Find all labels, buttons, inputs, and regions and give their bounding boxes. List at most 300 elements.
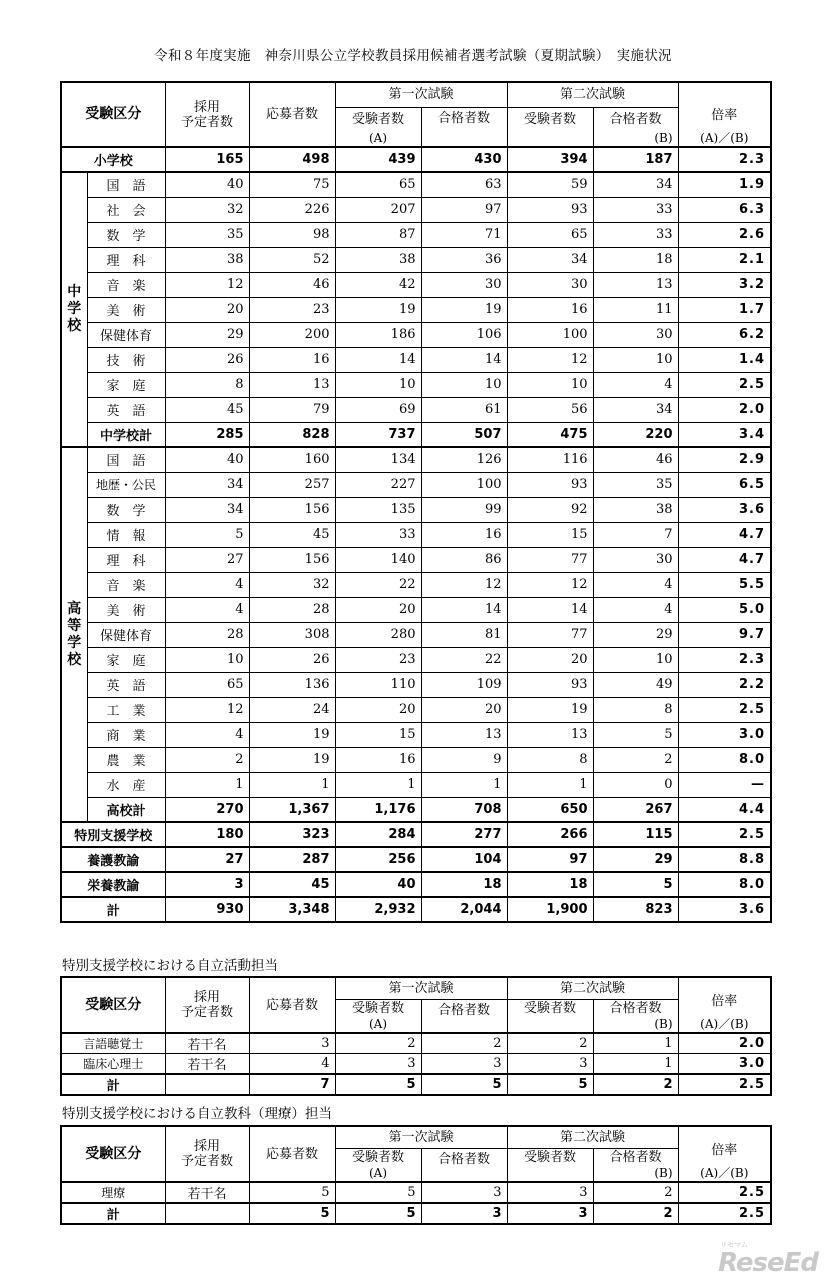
value-cell: 135 xyxy=(335,497,421,522)
value-cell: 29 xyxy=(593,847,678,872)
header-first-passed: 合格者数 xyxy=(421,999,507,1033)
value-cell: 828 xyxy=(249,422,335,447)
value-cell: 207 xyxy=(335,197,421,222)
header-ratio xyxy=(678,977,771,1033)
value-cell: 36 xyxy=(421,247,507,272)
value-cell: 227 xyxy=(335,472,421,497)
independent-activity-table xyxy=(60,976,772,1096)
value-cell: 2 xyxy=(593,1203,678,1224)
ratio-cell: 6.2 xyxy=(678,322,771,347)
value-cell: 77 xyxy=(507,622,593,647)
value-cell: 1 xyxy=(249,772,335,797)
row-label: 計 xyxy=(61,1203,165,1224)
mark-a: (A) xyxy=(335,1017,421,1033)
value-cell: 3 xyxy=(507,1203,593,1224)
value-cell: 930 xyxy=(165,897,249,922)
value-cell: 18 xyxy=(593,247,678,272)
table-row xyxy=(61,722,771,747)
table3-title: 特別支援学校における自立教科（理療）担当 xyxy=(62,1106,332,1122)
table-row xyxy=(61,472,771,497)
header-row xyxy=(61,82,771,107)
ratio-cell: 4.7 xyxy=(678,522,771,547)
value-cell: 116 xyxy=(507,447,593,472)
value-cell: 22 xyxy=(421,647,507,672)
value-cell: 1 xyxy=(593,1054,678,1075)
value-cell: 126 xyxy=(421,447,507,472)
value-cell: 2 xyxy=(507,1033,593,1054)
value-cell: 280 xyxy=(335,622,421,647)
value-cell: 33 xyxy=(335,522,421,547)
value-cell: 34 xyxy=(507,247,593,272)
ratio-cell: 8.0 xyxy=(678,872,771,897)
value-cell: 16 xyxy=(335,747,421,772)
value-cell: 0 xyxy=(593,772,678,797)
table-row xyxy=(61,747,771,772)
header-ratio-formula: (A)／(B) xyxy=(700,1017,749,1031)
value-cell: 2 xyxy=(335,1033,421,1054)
value-cell: 38 xyxy=(165,247,249,272)
value-cell: 256 xyxy=(335,847,421,872)
ratio-cell: 5.0 xyxy=(678,597,771,622)
value-cell: 38 xyxy=(335,247,421,272)
elementary-row xyxy=(61,147,771,172)
value-cell: 106 xyxy=(421,322,507,347)
value-cell: 19 xyxy=(249,747,335,772)
value-cell: 46 xyxy=(593,447,678,472)
value-cell: 40 xyxy=(165,172,249,197)
header-planned-l2: 予定者数 xyxy=(180,1154,233,1169)
row-label: 国 語 xyxy=(87,447,165,472)
middle-total-row xyxy=(61,422,771,447)
logo-text: ReseEd xyxy=(718,1248,818,1278)
value-cell: 92 xyxy=(507,497,593,522)
ratio-cell: 3.2 xyxy=(678,272,771,297)
value-cell: 49 xyxy=(593,672,678,697)
value-cell: 45 xyxy=(249,522,335,547)
value-cell: 97 xyxy=(507,847,593,872)
table-row xyxy=(61,547,771,572)
value-cell: 10 xyxy=(593,647,678,672)
row-label: 音 楽 xyxy=(87,572,165,597)
value-cell: 11 xyxy=(593,297,678,322)
row-label: 特別支援学校 xyxy=(61,822,165,847)
header-ratio-label: 倍率 xyxy=(711,1143,738,1158)
ratio-cell: 2.5 xyxy=(678,1074,771,1095)
value-cell: 498 xyxy=(249,147,335,172)
main-results-table xyxy=(60,81,772,923)
ratio-cell: 2.5 xyxy=(678,822,771,847)
row-label: 商 業 xyxy=(87,722,165,747)
value-cell: 19 xyxy=(507,697,593,722)
value-cell: 9 xyxy=(421,747,507,772)
row-label: 理 科 xyxy=(87,247,165,272)
value-cell: 26 xyxy=(165,347,249,372)
table-row xyxy=(61,297,771,322)
value-cell: 23 xyxy=(335,647,421,672)
row-label: 地歴・公民 xyxy=(87,472,165,497)
header-planned xyxy=(165,82,249,147)
value-cell: 5 xyxy=(249,1203,335,1224)
table-row xyxy=(61,672,771,697)
value-cell: 1 xyxy=(335,772,421,797)
row-label: 計 xyxy=(61,1074,165,1095)
value-cell: 104 xyxy=(421,847,507,872)
value-cell: 186 xyxy=(335,322,421,347)
value-cell: 13 xyxy=(249,372,335,397)
value-cell: 323 xyxy=(249,822,335,847)
header-planned xyxy=(165,977,249,1033)
ratio-cell: 3.4 xyxy=(678,422,771,447)
header-ratio-formula: (A)／(B) xyxy=(700,1166,749,1180)
row-label: 農 業 xyxy=(87,747,165,772)
row-label: 情 報 xyxy=(87,522,165,547)
value-cell: 34 xyxy=(165,497,249,522)
value-cell: 46 xyxy=(249,272,335,297)
row-label: 数 学 xyxy=(87,497,165,522)
value-cell: 若干名 xyxy=(165,1182,249,1203)
header-first-passed: 合格者数 xyxy=(421,1148,507,1182)
value-cell: 5 xyxy=(593,872,678,897)
value-cell: 30 xyxy=(593,547,678,572)
middle-school-label: 中 学 校 xyxy=(61,172,87,447)
value-cell: 56 xyxy=(507,397,593,422)
value-cell: 187 xyxy=(593,147,678,172)
therapy-subject-table xyxy=(60,1125,772,1225)
value-cell: 12 xyxy=(507,572,593,597)
value-cell: 10 xyxy=(593,347,678,372)
row-label: 中学校計 xyxy=(87,422,165,447)
value-cell: 若干名 xyxy=(165,1054,249,1075)
value-cell: 29 xyxy=(593,622,678,647)
header-second-examinees: 受験者数 xyxy=(507,1148,593,1166)
value-cell: 16 xyxy=(249,347,335,372)
value-cell: 2 xyxy=(593,1074,678,1095)
value-cell: 10 xyxy=(421,372,507,397)
value-cell: 22 xyxy=(335,572,421,597)
value-cell: 30 xyxy=(593,322,678,347)
row-label: 小学校 xyxy=(61,147,165,172)
value-cell: 45 xyxy=(165,397,249,422)
value-cell: 8 xyxy=(507,747,593,772)
ratio-cell: 2.5 xyxy=(678,1203,771,1224)
mark-a: (A) xyxy=(335,131,421,147)
value-cell: 4 xyxy=(165,722,249,747)
value-cell: 156 xyxy=(249,547,335,572)
table-row xyxy=(61,697,771,722)
ratio-cell: 3.0 xyxy=(678,1054,771,1075)
value-cell: 34 xyxy=(165,472,249,497)
header-planned-l2: 予定者数 xyxy=(180,114,233,130)
header-second-passed: 合格者数 xyxy=(593,999,678,1017)
ratio-cell: 9.7 xyxy=(678,622,771,647)
value-cell: 59 xyxy=(507,172,593,197)
value-cell: 93 xyxy=(507,472,593,497)
header-row xyxy=(61,1126,771,1148)
value-cell: 156 xyxy=(249,497,335,522)
value-cell: 13 xyxy=(421,722,507,747)
value-cell: 10 xyxy=(165,647,249,672)
value-cell: 5 xyxy=(421,1074,507,1095)
value-cell: 100 xyxy=(507,322,593,347)
header-planned-l1: 採用 xyxy=(193,99,220,115)
ratio-cell: 8.0 xyxy=(678,747,771,772)
value-cell: 3 xyxy=(165,872,249,897)
header-first-examinees: 受験者数 xyxy=(335,107,421,131)
value-cell: 2,044 xyxy=(421,897,507,922)
row-label: 養護教諭 xyxy=(61,847,165,872)
value-cell: 2,932 xyxy=(335,897,421,922)
value-cell: 98 xyxy=(249,222,335,247)
value-cell: 1,900 xyxy=(507,897,593,922)
header-applicants: 応募者数 xyxy=(249,82,335,147)
value-cell: 13 xyxy=(507,722,593,747)
value-cell: 10 xyxy=(507,372,593,397)
ratio-cell: 2.0 xyxy=(678,1033,771,1054)
ratio-cell: 2.1 xyxy=(678,247,771,272)
value-cell: 4 xyxy=(593,372,678,397)
header-first-examinees: 受験者数 xyxy=(335,999,421,1017)
header-second-passed: 合格者数 xyxy=(593,107,678,131)
header-ratio xyxy=(678,82,771,147)
table-row xyxy=(61,772,771,797)
ratio-cell: — xyxy=(678,772,771,797)
blank-cell xyxy=(507,1017,593,1033)
mark-b: (B) xyxy=(593,1017,678,1033)
value-cell: 4 xyxy=(593,597,678,622)
header-planned-l2: 予定者数 xyxy=(180,1005,233,1020)
table-row xyxy=(61,497,771,522)
value-cell: 35 xyxy=(165,222,249,247)
value-cell: 257 xyxy=(249,472,335,497)
value-cell: 14 xyxy=(421,597,507,622)
value-cell: 3 xyxy=(507,1054,593,1075)
value-cell: 220 xyxy=(593,422,678,447)
value-cell: 475 xyxy=(507,422,593,447)
value-cell: 708 xyxy=(421,797,507,822)
table-row xyxy=(61,1033,771,1054)
value-cell: 24 xyxy=(249,697,335,722)
value-cell: 1 xyxy=(165,772,249,797)
header-second-examinees: 受験者数 xyxy=(507,107,593,131)
value-cell: 20 xyxy=(335,697,421,722)
value-cell: 226 xyxy=(249,197,335,222)
value-cell: 77 xyxy=(507,547,593,572)
header-ratio-label: 倍率 xyxy=(711,994,738,1009)
ratio-cell: 4.7 xyxy=(678,547,771,572)
value-cell: 180 xyxy=(165,822,249,847)
value-cell: 38 xyxy=(593,497,678,522)
ratio-cell: 4.4 xyxy=(678,797,771,822)
value-cell: 7 xyxy=(593,522,678,547)
value-cell: 284 xyxy=(335,822,421,847)
value-cell: 35 xyxy=(593,472,678,497)
value-cell: 4 xyxy=(165,597,249,622)
table-row xyxy=(61,447,771,472)
table-row xyxy=(61,347,771,372)
row-label: 計 xyxy=(61,897,165,922)
ratio-cell: 1.7 xyxy=(678,297,771,322)
page-title: 令和８年度実施 神奈川県公立学校教員採用候補者選考試験（夏期試験） 実施状況 xyxy=(154,48,672,64)
row-label: 工 業 xyxy=(87,697,165,722)
value-cell: 20 xyxy=(421,697,507,722)
value-cell: 20 xyxy=(335,597,421,622)
table-row xyxy=(61,1054,771,1075)
header-second-examinees: 受験者数 xyxy=(507,999,593,1017)
table-row xyxy=(61,572,771,597)
logo-small-text: リセマム xyxy=(720,1241,749,1249)
row-label: 社 会 xyxy=(87,197,165,222)
header-second-exam: 第二次試験 xyxy=(507,82,678,107)
value-cell: 40 xyxy=(165,447,249,472)
row-label: 英 語 xyxy=(87,672,165,697)
value-cell: 4 xyxy=(249,1054,335,1075)
ratio-cell: 6.3 xyxy=(678,197,771,222)
value-cell: 1,367 xyxy=(249,797,335,822)
header-category: 受験区分 xyxy=(61,1126,165,1182)
ratio-cell: 1.9 xyxy=(678,172,771,197)
ratio-cell: 2.0 xyxy=(678,397,771,422)
row-label: 理 科 xyxy=(87,547,165,572)
value-cell: 87 xyxy=(335,222,421,247)
value-cell: 737 xyxy=(335,422,421,447)
row-label: 保健体育 xyxy=(87,322,165,347)
row-label: 高校計 xyxy=(87,797,165,822)
value-cell xyxy=(165,1203,249,1224)
value-cell: 3 xyxy=(421,1054,507,1075)
ratio-cell: 2.5 xyxy=(678,372,771,397)
value-cell: 115 xyxy=(593,822,678,847)
header-planned-l1: 採用 xyxy=(193,990,220,1005)
value-cell: 2 xyxy=(593,747,678,772)
value-cell: 285 xyxy=(165,422,249,447)
value-cell: 1 xyxy=(421,772,507,797)
value-cell: 140 xyxy=(335,547,421,572)
value-cell: 79 xyxy=(249,397,335,422)
value-cell: 29 xyxy=(165,322,249,347)
value-cell: 1 xyxy=(507,772,593,797)
ratio-cell: 3.0 xyxy=(678,722,771,747)
value-cell: 19 xyxy=(421,297,507,322)
nutrition-teacher-row xyxy=(61,872,771,897)
value-cell: 93 xyxy=(507,672,593,697)
value-cell: 19 xyxy=(335,297,421,322)
value-cell: 2 xyxy=(593,1182,678,1203)
value-cell: 5 xyxy=(593,722,678,747)
value-cell: 65 xyxy=(165,672,249,697)
value-cell: 13 xyxy=(593,272,678,297)
high-school-label: 高 等 学 校 xyxy=(61,447,87,822)
value-cell: 8 xyxy=(593,697,678,722)
value-cell: 1 xyxy=(593,1033,678,1054)
mark-b: (B) xyxy=(593,1166,678,1182)
value-cell: 5 xyxy=(507,1074,593,1095)
value-cell: 100 xyxy=(421,472,507,497)
value-cell xyxy=(165,1074,249,1095)
header-ratio-formula: (A)／(B) xyxy=(700,131,749,145)
mark-b: (B) xyxy=(593,131,678,147)
value-cell: 5 xyxy=(335,1203,421,1224)
value-cell: 165 xyxy=(165,147,249,172)
value-cell: 20 xyxy=(507,647,593,672)
ratio-cell: 3.6 xyxy=(678,497,771,522)
value-cell: 5 xyxy=(335,1074,421,1095)
ratio-cell: 2.5 xyxy=(678,1182,771,1203)
value-cell: 86 xyxy=(421,547,507,572)
value-cell: 19 xyxy=(249,722,335,747)
row-label: 音 楽 xyxy=(87,272,165,297)
ratio-cell: 5.5 xyxy=(678,572,771,597)
ratio-cell: 2.6 xyxy=(678,222,771,247)
value-cell: 134 xyxy=(335,447,421,472)
value-cell: 81 xyxy=(421,622,507,647)
header-second-exam: 第二次試験 xyxy=(507,1126,678,1148)
ratio-cell: 2.9 xyxy=(678,447,771,472)
table3-total-row xyxy=(61,1203,771,1224)
table2-title: 特別支援学校における自立活動担当 xyxy=(62,958,278,974)
value-cell: 75 xyxy=(249,172,335,197)
ratio-cell: 6.5 xyxy=(678,472,771,497)
value-cell: 27 xyxy=(165,847,249,872)
value-cell: 110 xyxy=(335,672,421,697)
value-cell: 16 xyxy=(421,522,507,547)
value-cell: 5 xyxy=(249,1182,335,1203)
value-cell: 277 xyxy=(421,822,507,847)
value-cell: 14 xyxy=(421,347,507,372)
resemom-logo xyxy=(718,1241,818,1278)
value-cell: 12 xyxy=(507,347,593,372)
value-cell: 65 xyxy=(335,172,421,197)
value-cell: 430 xyxy=(421,147,507,172)
header-row xyxy=(61,977,771,999)
header-ratio-label: 倍率 xyxy=(711,108,738,123)
row-label: 家 庭 xyxy=(87,647,165,672)
ratio-cell: 3.6 xyxy=(678,897,771,922)
ratio-cell: 2.3 xyxy=(678,647,771,672)
table-row xyxy=(61,372,771,397)
ratio-cell: 8.8 xyxy=(678,847,771,872)
header-applicants: 応募者数 xyxy=(249,1126,335,1182)
row-label: 臨床心理士 xyxy=(61,1054,165,1075)
value-cell: 7 xyxy=(249,1074,335,1095)
value-cell: 若干名 xyxy=(165,1033,249,1054)
value-cell: 3 xyxy=(335,1054,421,1075)
value-cell: 20 xyxy=(165,297,249,322)
value-cell: 63 xyxy=(421,172,507,197)
blank-cell xyxy=(507,131,593,147)
value-cell: 14 xyxy=(335,347,421,372)
row-label: 理療 xyxy=(61,1182,165,1203)
row-label: 美 術 xyxy=(87,297,165,322)
header-first-exam: 第一次試験 xyxy=(335,1126,507,1148)
value-cell: 23 xyxy=(249,297,335,322)
value-cell: 650 xyxy=(507,797,593,822)
row-label: 数 学 xyxy=(87,222,165,247)
row-label: 国 語 xyxy=(87,172,165,197)
nursing-teacher-row xyxy=(61,847,771,872)
value-cell: 18 xyxy=(507,872,593,897)
value-cell: 97 xyxy=(421,197,507,222)
value-cell: 61 xyxy=(421,397,507,422)
header-category: 受験区分 xyxy=(61,977,165,1033)
value-cell: 823 xyxy=(593,897,678,922)
value-cell: 3 xyxy=(507,1182,593,1203)
value-cell: 52 xyxy=(249,247,335,272)
value-cell: 65 xyxy=(507,222,593,247)
row-label: 美 術 xyxy=(87,597,165,622)
value-cell: 3 xyxy=(421,1182,507,1203)
value-cell: 28 xyxy=(249,597,335,622)
value-cell: 5 xyxy=(165,522,249,547)
